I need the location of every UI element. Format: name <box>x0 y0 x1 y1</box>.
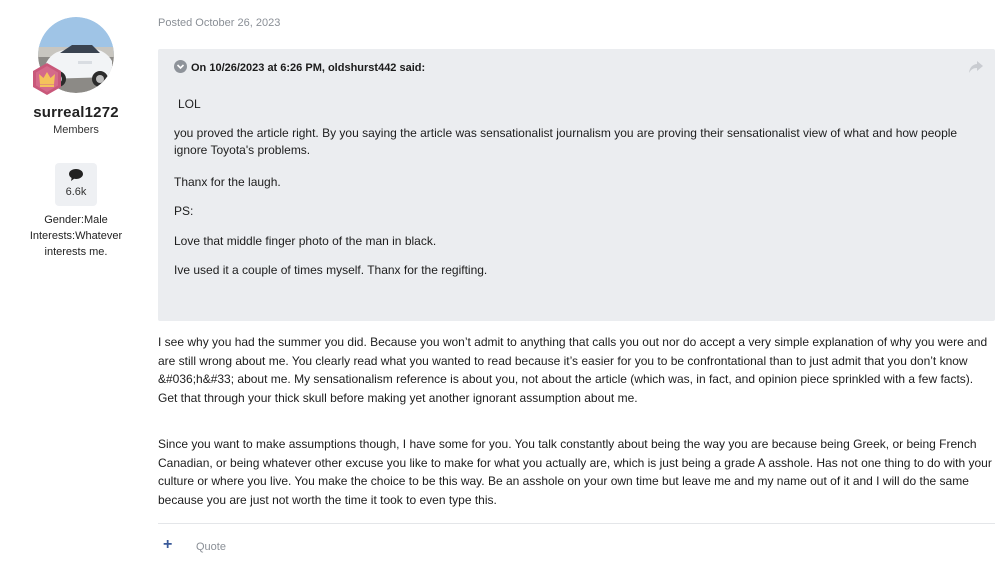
post-count-stat <box>55 163 97 206</box>
quote-paragraph: Thanx for the laugh. <box>174 175 281 189</box>
quote-paragraph: Ive used it a couple of times myself. Thanx for the regifting. <box>174 263 488 277</box>
share-arrow-icon[interactable] <box>969 61 983 73</box>
quote-paragraph: you proved the article right. By you saying the article was sensationalist journalism you are proving their sensationalist view of what and how people ignore Toyota's problems. <box>174 126 958 157</box>
quote-header[interactable] <box>174 60 425 74</box>
profile-fields <box>20 212 132 260</box>
profile-field: Gender:Male <box>44 214 108 226</box>
profile-field: interests me. <box>44 246 108 258</box>
quote-paragraph: PS: <box>174 204 194 218</box>
profile-field: Interests:Whatever <box>29 230 123 242</box>
chevron-down-icon[interactable] <box>174 60 187 73</box>
username[interactable]: surreal1272 <box>33 104 119 121</box>
post-paragraph: I see why you had the summer you did. Because you won’t admit to anything that calls you out nor do accept a very simple explanation of why you were and are still wrong about me. You clearly read what you wanted to read because it’s easier for you to be confrontational than to just admit that you don’t know &#036;h&#33; about me. My sensationalism reference is about you, not about the article (which was, in fact, and opinion piece sprinkled with a few facts). Get that through your thick skull before making yet another ignorant assumption about me. <box>158 335 988 405</box>
multiquote-plus-button[interactable]: + <box>163 536 173 553</box>
post-paragraph: Since you want to make assumptions though, I have some for you. You talk constantly about being the way you are because being Greek, or being French Canadian, or being whatever other excuse you like to make for what you actually are, which is just being a grade A asshole. Has not one thing to do with your culture or where you live. You make the choice to be this way. Be an asshole on your own time but leave me and my name out of it and I will do the same because you are just not worth the time it took to even type this. <box>158 437 992 507</box>
quote-button[interactable]: Quote <box>196 541 226 553</box>
post-count: 6.6k <box>65 186 87 198</box>
quote-header-text: On 10/26/2023 at 6:26 PM, oldshurst442 said: <box>191 62 426 74</box>
crown-badge-icon <box>30 62 64 96</box>
quote-paragraph: Love that middle finger photo of the man in black. <box>174 234 437 248</box>
quote-block <box>158 49 995 321</box>
comment-icon <box>69 169 83 181</box>
quote-text: LOL <box>178 97 201 111</box>
divider <box>158 523 995 524</box>
member-group: Members <box>53 124 99 136</box>
posted-date[interactable]: Posted October 26, 2023 <box>158 17 281 29</box>
avatar-wrap <box>38 17 114 93</box>
